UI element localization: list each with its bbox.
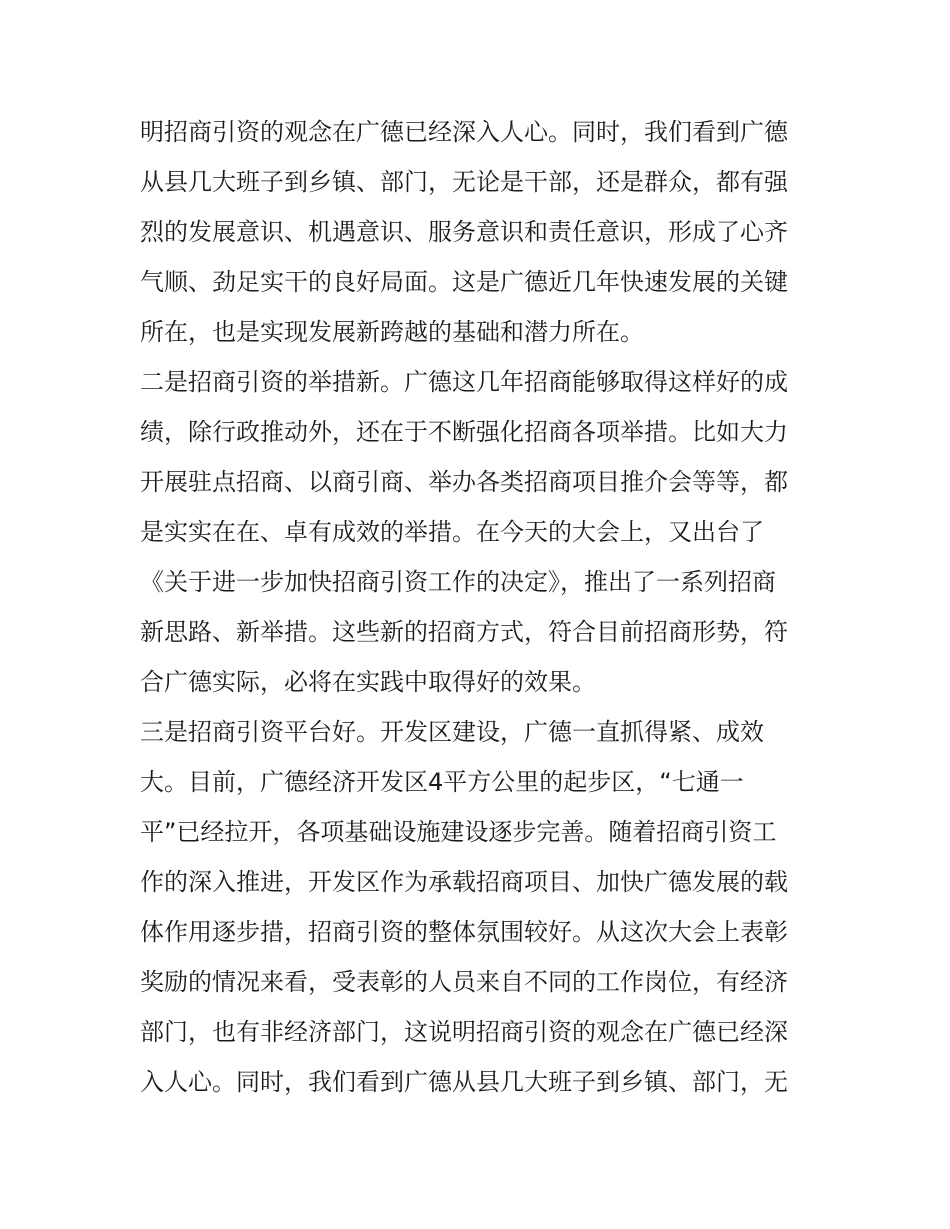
- text-line: 明招商引资的观念在广德已经深入人心。同时，我们看到广德: [140, 118, 788, 146]
- text-line: 大。目前，广德经济开发区4平方公里的起步区，“七通一: [140, 768, 744, 796]
- document-body: [140, 107, 820, 1107]
- text-line: 开展驻点招商、以商引商、举办各类招商项目推介会等等，都: [140, 468, 788, 496]
- text-line: 所在，也是实现发展新跨越的基础和潜力所在。: [140, 318, 644, 346]
- text-line: 奖励的情况来看，受表彰的人员来自不同的工作岗位，有经济: [140, 968, 788, 996]
- text-line: 烈的发展意识、机遇意识、服务意识和责任意识，形成了心齐: [140, 218, 788, 246]
- text-line: 体作用逐步措，招商引资的整体氛围较好。从这次大会上表彰: [140, 918, 788, 946]
- text-line: 绩，除行政推动外，还在于不断强化招商各项举措。比如大力: [140, 418, 788, 446]
- text-line: 作的深入推进，开发区作为承载招商项目、加快广德发展的载: [140, 868, 788, 896]
- text-line: 《关于进一步加快招商引资工作的决定》，推出了一系列招商: [140, 568, 776, 596]
- text-line: 二是招商引资的举措新。广德这几年招商能够取得这样好的成: [140, 368, 788, 396]
- text-line: 从县几大班子到乡镇、部门，无论是干部，还是群众，都有强: [140, 168, 788, 196]
- text-line: 平”已经拉开，各项基础设施建设逐步完善。随着招商引资工: [140, 818, 777, 846]
- text-line: 气顺、劲足实干的良好局面。这是广德近几年快速发展的关键: [140, 268, 788, 296]
- text-line: 合广德实际，必将在实践中取得好的效果。: [140, 668, 596, 696]
- text-line: 三是招商引资平台好。开发区建设，广德一直抓得紧、成效: [140, 718, 764, 746]
- text-line: 部门，也有非经济部门，这说明招商引资的观念在广德已经深: [140, 1018, 788, 1046]
- text-line: 新思路、新举措。这些新的招商方式，符合目前招商形势，符: [140, 618, 788, 646]
- text-line: 入人心。同时，我们看到广德从县几大班子到乡镇、部门，无: [140, 1068, 788, 1096]
- text-line: 是实实在在、卓有成效的举措。在今天的大会上，又出台了: [140, 518, 764, 546]
